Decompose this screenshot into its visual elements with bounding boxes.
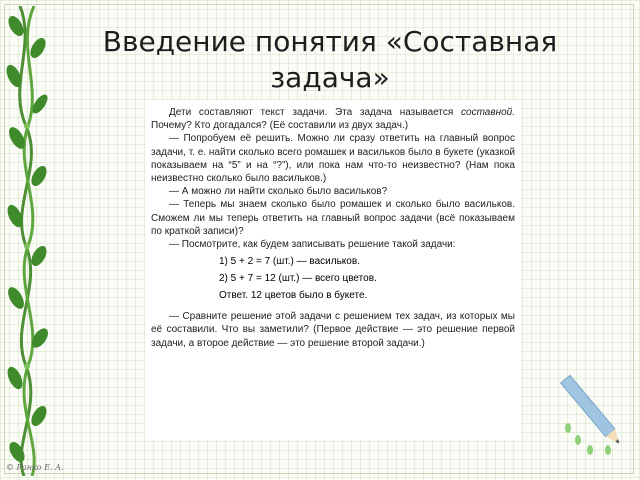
paragraph-6: — Сравните решение этой задачи с решением тех задач, из которых мы её составили. Что вы заметили? (Первое действие — это решение первой задачи, а второе действие — это решение второй задачи.) [151, 311, 515, 349]
italic-term: составной. [461, 107, 515, 118]
vine-decoration-icon [6, 6, 50, 476]
slide-title: Введение понятия «Составная задача» [102, 25, 558, 94]
paragraph-5: — Посмотрите, как будем записывать решение такой задачи: [169, 239, 456, 251]
solution-step-1: 1) 5 + 2 = 7 (шт.) — васильков. [219, 256, 360, 268]
paragraph-2: — Попробуем её решить. Можно ли сразу ответить на главный вопрос задачи, т. е. найти сколько всего ромашек и васильков было в букете (указкой показываем на “5” и на “?”), или пока нам что-то неизвестно? (Нам пока неизвестно сколько было васильков.) [151, 133, 515, 185]
document-image [145, 100, 521, 440]
solution-step-2: 2) 5 + 7 = 12 (шт.) — всего цветов. [219, 273, 377, 285]
paragraph-4: — Теперь мы знаем сколько было ромашек и сколько было васильков. Сможем ли мы теперь ответить на главный вопрос задачи (всё показываем по краткой записи)? [151, 199, 515, 237]
solution-block [151, 253, 515, 304]
paragraph-3: — А можно ли найти сколько было васильков? [169, 186, 388, 198]
paragraph-1: Дети составляют текст задачи. Эта задача называется составной. Почему? Кто догадался? (Её составили из двух задач.) [151, 107, 515, 132]
solution-answer: Ответ. 12 цветов было в букете. [219, 290, 368, 302]
credit-text: © Ранко Е. А. [6, 463, 64, 472]
pencil-icon [560, 368, 630, 458]
